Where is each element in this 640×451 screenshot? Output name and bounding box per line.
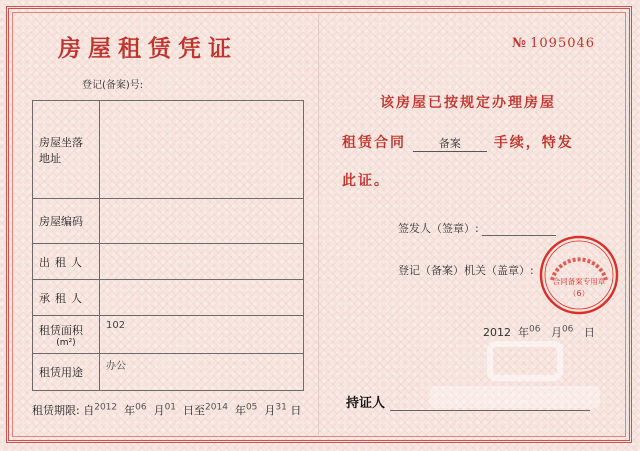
declaration-line-1: 该房屋已按规定办理房屋 <box>380 95 556 111</box>
table-row <box>33 316 304 354</box>
declaration-line-3: 此证。 <box>342 173 390 189</box>
lessor-label: 出租人 <box>33 244 100 280</box>
serial-value: 1095046 <box>530 36 596 51</box>
issue-day-word: 日 <box>583 326 595 339</box>
declaration-filled-value: 备案 <box>413 135 487 152</box>
issue-year-word: 年 <box>518 326 529 339</box>
lessee-value <box>100 280 304 316</box>
use-value: 办公 <box>100 354 304 391</box>
lessee-label: 承租人 <box>33 280 100 316</box>
period-end-year: 2014 <box>205 402 228 413</box>
table-row <box>33 199 304 244</box>
area-label <box>33 316 100 354</box>
declaration-line-2 <box>342 132 574 152</box>
area-unit: (m²) <box>56 337 76 348</box>
area-label-text: 租赁面积 <box>39 323 83 337</box>
area-value: 102 <box>100 316 304 354</box>
registration-authority-label: 登记（备案）机关（盖章）: <box>398 264 534 277</box>
location-label <box>33 101 100 199</box>
period-start-year: 2012 <box>94 402 118 413</box>
official-seal <box>538 234 620 316</box>
table-row <box>33 280 304 316</box>
declaration-line-2-post: 手续，特发 <box>493 135 574 151</box>
period-from: 自 <box>83 404 95 417</box>
seal-center-text: 合同备案专用章 <box>552 277 606 286</box>
holder-line <box>390 410 590 411</box>
period-day-word: 日 <box>183 404 195 417</box>
holder-field <box>346 392 590 411</box>
certificate-title: 房屋租赁凭证 <box>58 35 238 62</box>
period-label: 租赁期限: <box>32 404 80 417</box>
location-label-text: 房屋坐落地址 <box>39 135 83 165</box>
table-row <box>33 244 304 280</box>
table-row <box>33 101 304 199</box>
period-year-word: 年 <box>234 404 246 417</box>
period-end-day: 31 <box>275 402 287 413</box>
lessor-value <box>100 244 304 280</box>
house-code-value <box>100 199 304 244</box>
seal-number: （6） <box>568 289 590 298</box>
center-fold <box>318 14 319 435</box>
holder-label: 持证人 <box>346 396 386 411</box>
table-row <box>33 354 304 391</box>
signer-label: 签发人（签章）: <box>398 222 479 235</box>
declaration-line-2-pre: 租赁合同 <box>342 135 406 151</box>
watermark-mark <box>490 344 560 378</box>
house-code-label: 房屋编码 <box>33 199 100 244</box>
period-end-month: 05 <box>245 402 258 413</box>
issue-month: 06 <box>529 324 541 335</box>
period-month-word: 月 <box>153 404 165 417</box>
issue-day: 06 <box>561 324 574 335</box>
use-label: 租赁用途 <box>33 354 100 391</box>
period-year-word: 年 <box>124 404 136 417</box>
serial-number <box>512 36 595 51</box>
lease-period <box>32 402 301 418</box>
registration-number-label: 登记(备案)号: <box>82 80 144 91</box>
period-month-word: 月 <box>264 404 276 417</box>
lease-info-table <box>32 100 304 391</box>
signer-field <box>398 220 556 236</box>
issue-year: 2012 <box>483 326 511 339</box>
period-start-month: 06 <box>135 402 147 413</box>
serial-prefix: № <box>512 36 527 51</box>
period-start-day: 01 <box>164 402 177 413</box>
watermark <box>420 336 610 426</box>
period-day-word: 日 <box>290 404 302 417</box>
issue-month-word: 月 <box>550 326 562 339</box>
period-to: 至 <box>194 404 206 417</box>
location-value <box>100 101 304 199</box>
